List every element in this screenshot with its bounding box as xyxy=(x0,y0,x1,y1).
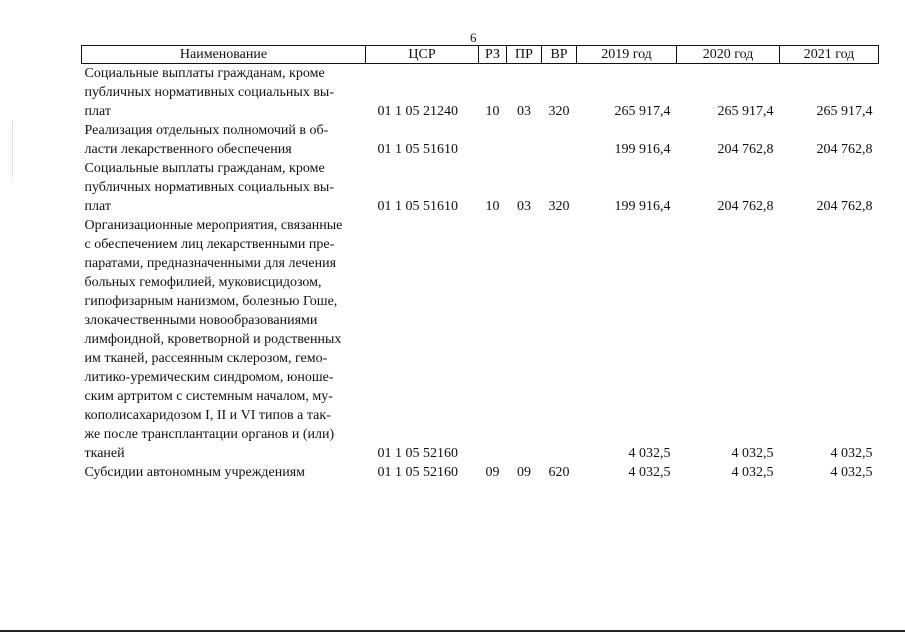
name-line: публичных нормативных социальных вы- xyxy=(84,85,334,100)
header-csr: ЦСР xyxy=(366,46,479,64)
name-line: с обеспечением лиц лекарственными пре- xyxy=(84,237,335,252)
cell-name xyxy=(82,121,366,159)
cell-csr: 01 1 05 51610 xyxy=(377,142,458,157)
page-number: 6 xyxy=(470,30,477,45)
name-line: ласти лекарственного обеспечения xyxy=(84,142,292,157)
cell-rz xyxy=(479,121,507,159)
name-line: ским артритом с системным началом, му- xyxy=(84,389,333,404)
cell-2020: 204 762,8 xyxy=(717,142,774,157)
cell-2020: 204 762,8 xyxy=(717,199,774,214)
name-line: тканей xyxy=(84,446,125,461)
cell-2021: 204 762,8 xyxy=(816,142,873,157)
name-line: публичных нормативных социальных вы- xyxy=(84,180,334,195)
table-header xyxy=(82,46,879,64)
header-vr: ВР xyxy=(542,46,577,64)
cell-vr: 620 xyxy=(548,465,570,480)
name-line: кополисахаридозом I, II и VI типов а так- xyxy=(84,408,331,423)
cell-pr: 03 xyxy=(517,199,531,214)
cell-name xyxy=(82,64,366,122)
name-line: лимфоидной, кроветворной и родственных xyxy=(84,332,342,347)
header-rz: РЗ xyxy=(479,46,507,64)
header-2021: 2021 год xyxy=(780,46,879,64)
name-line: Организационные мероприятия, связанные xyxy=(84,218,343,233)
name-line: Социальные выплаты гражданам, кроме xyxy=(84,161,325,176)
cell-2021: 265 917,4 xyxy=(816,104,873,119)
cell-name xyxy=(82,216,366,463)
name-line: же после трансплантации органов и (или) xyxy=(84,427,335,442)
cell-pr: 03 xyxy=(517,104,531,119)
cell-pr: 09 xyxy=(517,465,531,480)
cell-2020: 4 032,5 xyxy=(731,446,774,461)
header-name: Наименование xyxy=(82,46,366,64)
cell-name xyxy=(82,463,366,482)
cell-2020: 265 917,4 xyxy=(717,104,774,119)
cell-vr: 320 xyxy=(548,199,570,214)
header-pr: ПР xyxy=(507,46,542,64)
cell-rz: 09 xyxy=(485,465,500,480)
header-2020: 2020 год xyxy=(677,46,780,64)
name-line: больных гемофилией, муковисцидозом, xyxy=(84,275,322,290)
cell-vr xyxy=(542,216,577,463)
name-line: злокачественными новообразованиями xyxy=(84,313,318,328)
name-line: гипофизарным нанизмом, болезнью Гоше, xyxy=(84,294,338,309)
cell-name xyxy=(82,159,366,216)
cell-2019: 199 916,4 xyxy=(614,199,671,214)
table-body xyxy=(82,64,879,483)
cell-csr: 01 1 05 21240 xyxy=(377,104,458,119)
table-row xyxy=(82,216,879,463)
cell-rz: 10 xyxy=(485,199,500,214)
cell-2021: 4 032,5 xyxy=(830,446,873,461)
cell-2019: 4 032,5 xyxy=(628,465,671,480)
table-row xyxy=(82,159,879,216)
cell-rz xyxy=(479,216,507,463)
table-row xyxy=(82,121,879,159)
name-line: Субсидии автономным учреждениям xyxy=(84,465,306,480)
cell-vr: 320 xyxy=(548,104,570,119)
cell-2019: 4 032,5 xyxy=(628,446,671,461)
cell-csr: 01 1 05 51610 xyxy=(377,199,458,214)
scan-artifact xyxy=(12,120,14,180)
name-line: плат xyxy=(84,199,111,214)
name-line: литико-уремическим синдромом, юноше- xyxy=(84,370,334,385)
cell-csr: 01 1 05 52160 xyxy=(377,465,458,480)
cell-rz: 10 xyxy=(485,104,500,119)
cell-2019: 199 916,4 xyxy=(614,142,671,157)
cell-pr xyxy=(507,121,542,159)
cell-2021: 4 032,5 xyxy=(830,465,873,480)
name-line: Социальные выплаты гражданам, кроме xyxy=(84,66,325,81)
cell-vr xyxy=(542,121,577,159)
name-line: Реализация отдельных полномочий в об- xyxy=(84,123,329,138)
cell-2019: 265 917,4 xyxy=(614,104,671,119)
table-row xyxy=(82,64,879,122)
budget-table xyxy=(81,45,879,482)
name-line: паратами, предназначенными для лечения xyxy=(84,256,337,271)
cell-csr: 01 1 05 52160 xyxy=(377,446,458,461)
name-line: им тканей, рассеянным склерозом, гемо- xyxy=(84,351,328,366)
cell-2021: 204 762,8 xyxy=(816,199,873,214)
header-2019: 2019 год xyxy=(577,46,677,64)
cell-2020: 4 032,5 xyxy=(731,465,774,480)
bottom-rule xyxy=(0,630,905,632)
cell-pr xyxy=(507,216,542,463)
table-row xyxy=(82,463,879,482)
name-line: плат xyxy=(84,104,111,119)
